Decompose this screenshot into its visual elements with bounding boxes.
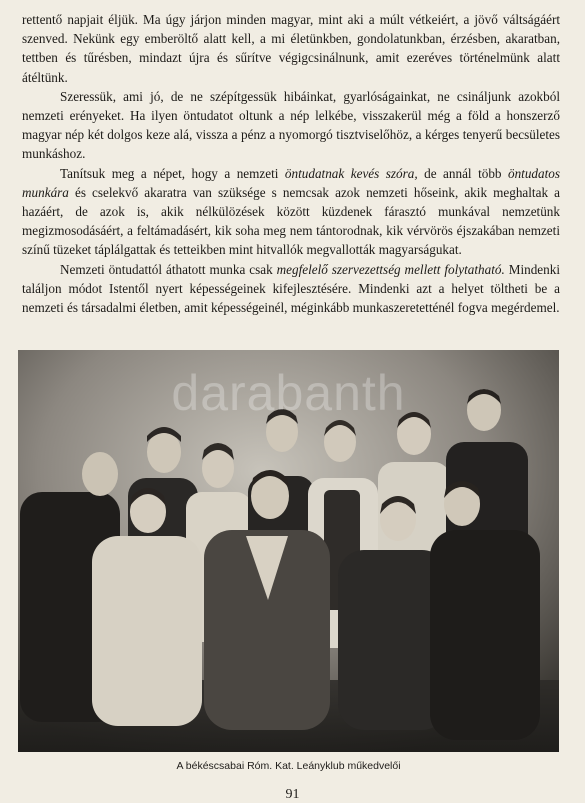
photo-caption: A békéscsabai Róm. Kat. Leányklub műkedvelői [176, 760, 401, 772]
text-run: és cselekvő akaratra van szüksége s nemcsak azok nemzeti hőseink, akik meghaltak a hazáért, de azok is, akik nélkülözések között küzdenek fárasztó munkával nemzetünk megizmosodásáért, a feltámadásért, kik soha meg nem tántorodnak, kik vérvörös éjszakában nemzeti színű tüzeket táplálgattak és tetteikben mint hitvallók megvallották magyarságukat. [22, 184, 560, 258]
group-photo [18, 350, 559, 752]
paragraph [22, 164, 560, 260]
text-run: rettentő napjait éljük. Ma úgy járjon minden magyar, mint aki a múlt vétkeiért, a jövő váltságáért szenved. Nekünk egy emberöltő alatt kell, a mi életünkben, gondolatunkban, érzésben, akaratban, tettben és tűrésben, mindazt újra és sűrítve végigcsinálnunk, amit ezeréves történelmünk alatt átéltünk. [22, 12, 560, 85]
text-run: Mindenki találjon módot Istentől nyert képességeinek kifejlesztésére. Mindenki azt a helyet töltheti be a nemzeti és társadalmi életben, amit képességeinél, méginkább munkaszeretetténél fogva megérdemel. [22, 261, 560, 316]
text-run: Szeressük, ami jó, de ne szépítgessük hibáinkat, gyarlóságainkat, ne csináljunk azokból nemzeti erényeket. Ha ilyen öntudatot oltunk a nép lelkébe, visszakerül még a föld a honszerző magyar nép két dolgos keze alá, vissza a pénz a nyomorgó tisztviselőhöz, a kérges tenyerű becsületes munkáshoz. [22, 88, 560, 162]
body-text [22, 10, 560, 317]
italic-phrase: megfelelő szervezettség mellett folytatható. [276, 261, 505, 277]
italic-phrase: öntudatnak kevés szóra, [284, 165, 418, 181]
page-number: 91 [285, 787, 300, 802]
group-photo-illustration [18, 350, 559, 752]
text-run: Tanítsuk meg a népet, hogy a nemzeti [60, 165, 285, 181]
watermark-text: darabanth [171, 365, 406, 421]
front-row-figures [20, 452, 540, 740]
paragraph [22, 10, 560, 87]
text-run: de annál több [417, 165, 508, 181]
italic-phrase: öntudatos munkára [22, 165, 561, 200]
text-run: Nemzeti öntudattól áthatott munka csak [60, 261, 277, 277]
paragraph [22, 260, 560, 318]
paragraph [22, 87, 560, 164]
